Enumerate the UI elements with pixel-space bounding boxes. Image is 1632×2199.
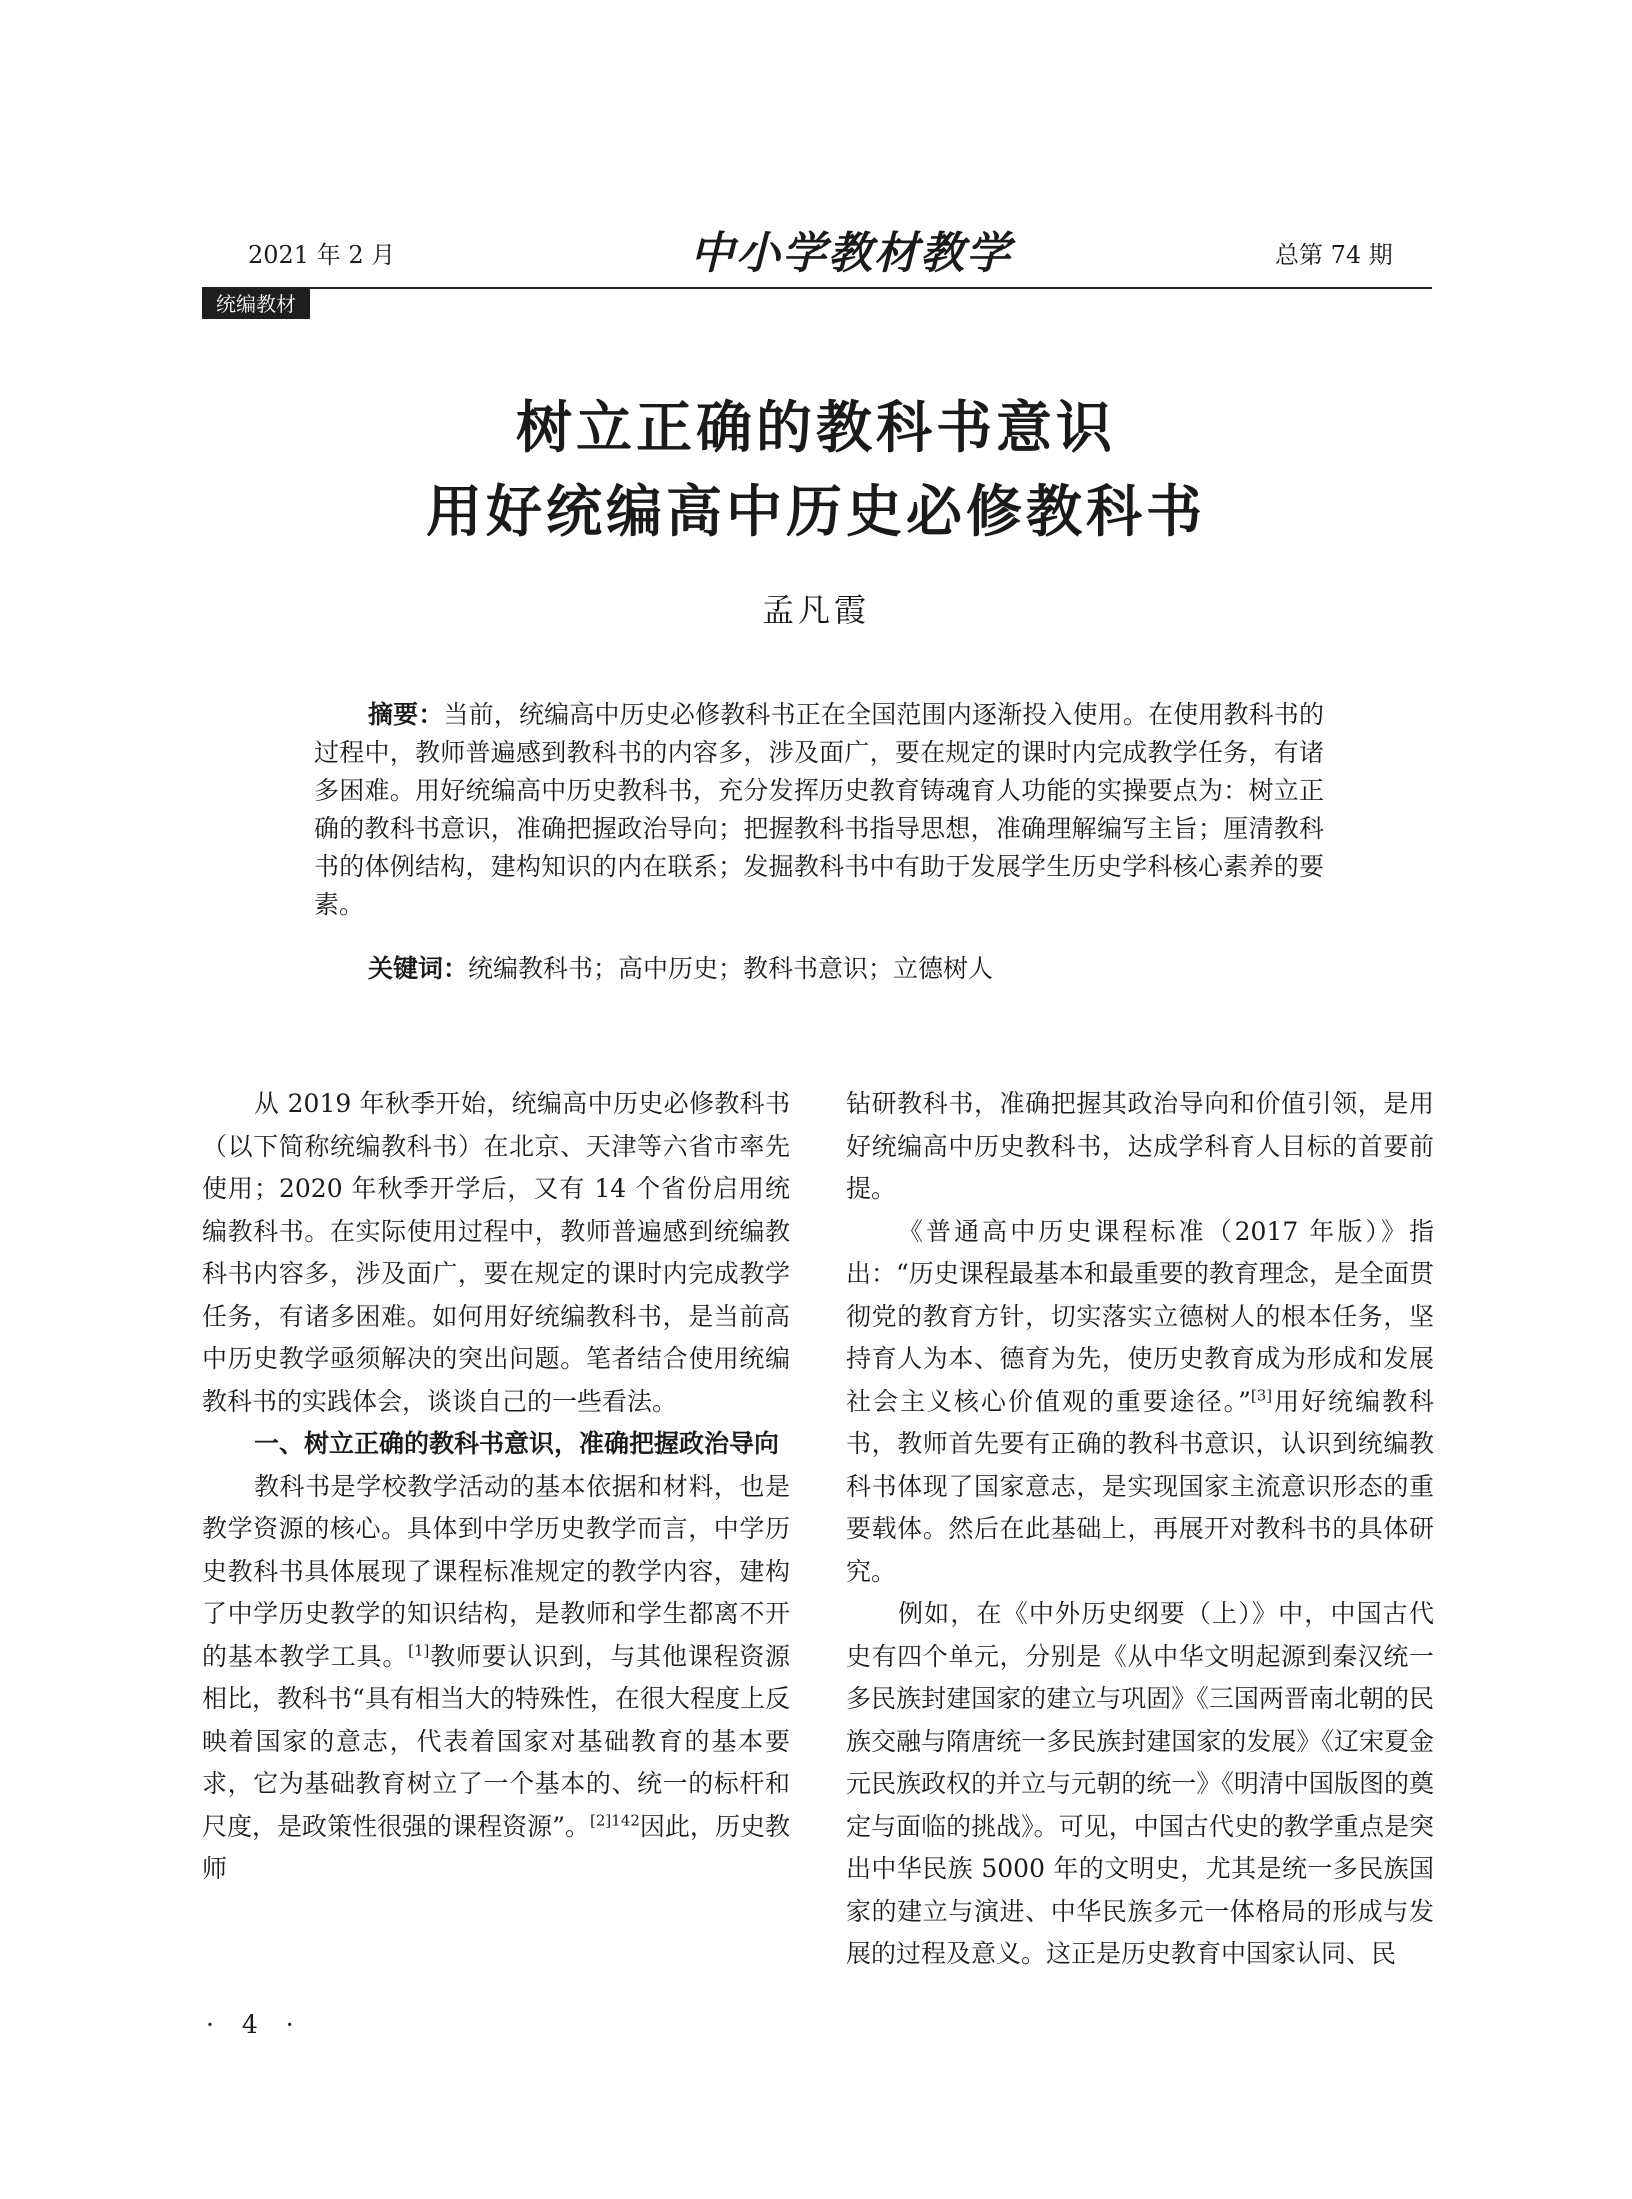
section-tag: 统编教材 — [202, 289, 310, 319]
journal-logo: 中小学教材教学 — [690, 228, 1012, 279]
abstract-text: 当前，统编高中历史必修教科书正在全国范围内逐渐投入使用。在使用教科书的过程中，教师普遍感到教科书的内容多，涉及面广，要在规定的课时内完成教学任务，有诸多困难。用好统编高中历史教科书，充分发挥历史教育铸魂育人功能的实操要点为：树立正确的教科书意识，准确把握政治导向；把握教科书指导思想，准确理解编写主旨；厘清教科书的体例结构，建构知识的内在联系；发掘教科书中有助于发展学生历史学科核心素养的要素。 — [314, 700, 1324, 919]
body-left-column — [202, 1083, 790, 1891]
author: 孟凡霞 — [761, 591, 870, 629]
left-paragraph-2 — [202, 1466, 790, 1891]
right-paragraph-2: 例如，在《中外历史纲要（上）》中，中国古代史有四个单元，分别是《从中华文明起源到秦汉统一多民族封建国家的建立与巩固》《三国两晋南北朝的民族交融与隋唐统一多民族封建国家的发展》《辽宋夏金元民族政权的并立与元朝的统一》《明清中国版图的奠定与面临的挑战》。可见，中国古代史的教学重点是突出中华民族 5000 年的文明史，尤其是统一多民族国家的建立与演进、中华民族多元一体格局的形成与发展的过程及意义。这正是历史教育中国家认同、民 — [846, 1599, 1434, 1968]
keywords-text: 统编教科书；高中历史；教科书意识；立德树人 — [468, 954, 994, 983]
right-paragraph-0: 钻研教科书，准确把握其政治导向和价值引领，是用好统编高中历史教科书，达成学科育人目标的首要前提。 — [846, 1089, 1434, 1203]
header-rule — [202, 287, 1432, 289]
citation-2: [2]142 — [590, 1811, 640, 1830]
title-line-1: 树立正确的教科书意识 — [516, 396, 1116, 461]
left-p2-text-c: 因此，历史教师 — [202, 1811, 790, 1883]
right-paragraph-1 — [846, 1211, 1434, 1594]
header-issue: 总第 74 期 — [1275, 241, 1393, 269]
left-paragraph-1: 从 2019 年秋季开始，统编高中历史必修教科书（以下简称统编教科书）在北京、天津等六省市率先使用；2020 年秋季开学后，又有 14 个省份启用统编教科书。在实际使用过程中，教师普遍感到统编教科书内容多，涉及面广，要在规定的课时内完成教学任务，有诸多困难。如何用好统编教科书，是当前高中历史教学亟须解决的突出问题。笔者结合使用统编教科书的实践体会，谈谈自己的一些看法。 — [202, 1089, 790, 1416]
body-right-column — [846, 1083, 1434, 1976]
keywords-label: 关键词： — [368, 954, 469, 983]
abstract-label: 摘要： — [368, 700, 444, 729]
keywords — [314, 950, 1324, 988]
header-date: 2021 年 2 月 — [248, 241, 396, 269]
citation-1: [1] — [408, 1641, 430, 1660]
left-p2-text-b: 教师要认识到，与其他课程资源相比，教科书“具有相当大的特殊性，在很大程度上反映着国家的意志，代表着国家对基础教育的基本要求，它为基础教育树立了一个基本的、统一的标杆和尺度，是政策性很强的课程资源”。 — [202, 1641, 790, 1841]
right-p1-text-b: 用好统编教科书，教师首先要有正确的教科书意识，认识到统编教科书体现了国家意志，是实现国家主流意识形态的重要载体。然后在此基础上，再展开对教科书的具体研究。 — [846, 1386, 1434, 1586]
section-heading-1: 一、树立正确的教科书意识，准确把握政治导向 — [254, 1429, 780, 1458]
abstract — [314, 696, 1324, 924]
page-number: · 4 · — [206, 2010, 304, 2039]
citation-3: [3] — [1250, 1386, 1273, 1405]
left-p2-text-a: 教科书是学校教学活动的基本依据和材料，也是教学资源的核心。具体到中学历史教学而言，中学历史教科书具体展现了课程标准规定的教学内容，建构了中学历史教学的知识结构，是教师和学生都离不开的基本教学工具。 — [202, 1471, 790, 1671]
title-line-2: 用好统编高中历史必修教科书 — [426, 480, 1206, 545]
right-p1-text-a: 《普通高中历史课程标准（2017 年版）》指出：“历史课程最基本和最重要的教育理念，是全面贯彻党的教育方针，切实落实立德树人的根本任务，坚持育人为本、德育为先，使历史教育成为形成和发展社会主义核心价值观的重要途径。” — [846, 1216, 1434, 1416]
